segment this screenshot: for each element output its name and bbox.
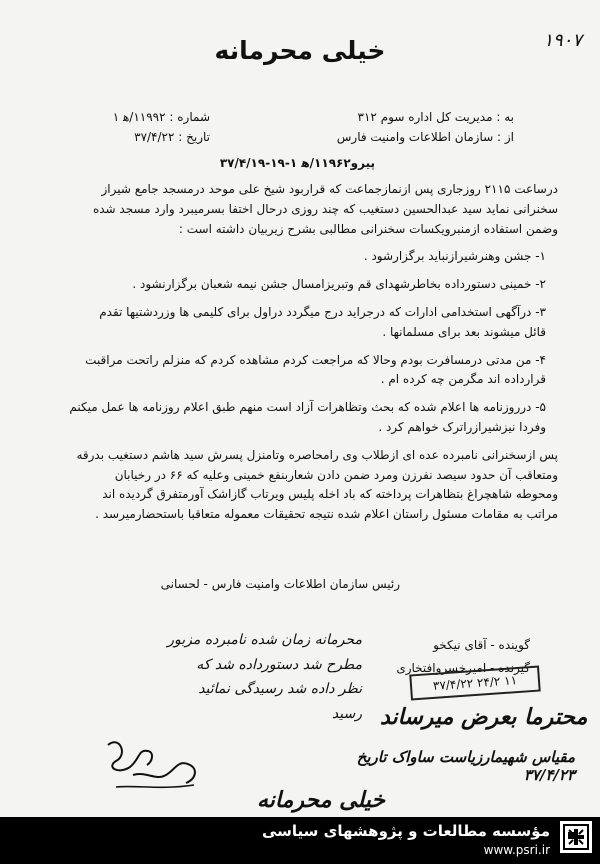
main-report xyxy=(38,180,558,533)
handwritten-note-line: محرمانه زمان شده نامبرده مزبور xyxy=(167,632,362,648)
report-item: ۱- جشن وهنرشیرازنباید برگزارشود . xyxy=(363,249,546,264)
reference-line: پیرو۱۱۹۶۲/ه‍ ۱-۱۹-۳۷/۴/۱۹ xyxy=(219,156,375,170)
document-title: خیلی محرمانه xyxy=(214,36,386,65)
report-item-line: قائل میشوند بعد برای مسلمانها . xyxy=(382,324,546,339)
top-right-handwritten-number xyxy=(487,30,582,64)
from-value: سازمان اطلاعات وامنیت فارس xyxy=(336,130,494,144)
top-right-number-text: ۱۹۰۷ xyxy=(543,30,582,51)
number-line xyxy=(113,110,210,124)
conclusion-line: مراتب به مقامات مسئول راستان اعلام شده نتیجه تحقیقات معموله متعاقبا باستحضارمیرسد . xyxy=(95,507,558,522)
to-value: مدیریت کل اداره سوم ۳۱۲ xyxy=(357,110,493,124)
receiver-line: گیرنده - امیرخسروافتخاری xyxy=(396,660,530,675)
number-value: ۱۱۹۹۲/ه‍ ۱ xyxy=(112,110,166,124)
speaker-line: گوینده - آقای نیکخو xyxy=(433,638,530,652)
bottom-classification: خیلی محرمانه xyxy=(256,787,385,813)
report-item-line: ۵- درروزنامه ها اعلام شده که بحث وتظاهرات آزاد است منهم طبق اعلام روزنامه ها عمل میکنم xyxy=(69,400,546,415)
signature-scribble-icon xyxy=(98,727,218,797)
report-item-line: ۴- من مدتی درمسافرت بودم وحالا که مراجعت کردم مشاهده کردم که منزلم راتحت مراقبت xyxy=(85,352,546,367)
intro-line: سخنرانی نماید سید عبدالحسین دستغیب که چند روزی درحال اختفا بسرمیبرد وارد مسجد شده xyxy=(92,201,558,216)
from-label: از : xyxy=(497,130,514,144)
intro-line: درساعت ۲۱۱۵ روزجاری پس ازنمازجماعت که قراربود شیخ علی موحد درمسجد جامع شیراز xyxy=(101,182,558,196)
date-stamp: ۳۷/۴/۲۲ ۲۴/۲ ۱۱ xyxy=(409,665,540,700)
intro-paragraph xyxy=(38,180,558,239)
report-item xyxy=(38,398,546,438)
report-item: ۲- خمینی دستورداده بخاطرشهدای قم وتبریزامسال جشن نیمه شعبان برگزارنشود . xyxy=(132,277,546,292)
handwritten-bottom-note: مقیاس شهیمارزیاست ساواک تاریخ ۳۷/۴/۲۳ xyxy=(356,748,575,784)
date-line xyxy=(134,130,210,144)
conclusion-paragraph xyxy=(38,446,558,525)
report-item-line: قرارداده اند مگرمن چه کرده ام . xyxy=(380,372,546,387)
intro-line: وضمن استفاده ازمنبرویکسات سخنرانی مطالبی بشرح زیربیان داشته است : xyxy=(178,221,558,236)
handwritten-signature xyxy=(98,727,218,797)
handwritten-note-line: مطرح شد دستورداده شد که xyxy=(196,656,362,673)
signature-line: رئیس سازمان اطلاعات وامنیت فارس - لحسانی xyxy=(160,577,400,591)
conclusion-line: ومتعاقب آن حدود سیصد نفرزن ومرد ضمن دادن شعاربنفع خمینی وعلیه که ۶۶ در رخیابان xyxy=(114,467,558,482)
number-label: شماره : xyxy=(169,110,210,124)
institute-url: www.psri.ir xyxy=(483,843,550,857)
report-item xyxy=(38,303,546,343)
psri-logo-icon xyxy=(560,821,592,853)
report-item-line: وفردا نیزشیرازراترک خواهم کرد . xyxy=(378,419,546,434)
conclusion-line: پس ازسخنرانی نامبرده عده ای ازطلاب وی رامحاصره وتامنزل پسرش سید هاشم دستغیب بدرقه xyxy=(76,447,558,462)
handwritten-note-line: نظر داده شد رسیدگی نمائید xyxy=(198,681,362,697)
date-value: ۳۷/۴/۲۲ xyxy=(134,130,175,144)
institute-name: مؤسسه مطالعات و پژوهشهای سیاسی xyxy=(261,822,550,840)
psri-logo-shape-icon xyxy=(563,824,589,850)
date-label: تاریخ : xyxy=(178,130,210,144)
to-line xyxy=(358,110,514,124)
report-item xyxy=(38,351,546,391)
handwritten-notes xyxy=(122,628,362,726)
report-item-line: ۳- درآگهی استخدامی ادارات که درجراید درج میگردد دراول برای کلیمی ها وزردشتیها تقدم xyxy=(99,304,546,319)
conclusion-line: ومحوطه شاهچراغ بتظاهرات پرداخته که باد اخله پلیس ویرتاب گازاشک آورمتفرق گردیده اند xyxy=(102,487,558,502)
from-line xyxy=(337,130,514,144)
to-label: به : xyxy=(496,110,514,124)
handwritten-submission-note: محترما بعرض میرساند xyxy=(380,704,588,730)
handwritten-note-tail: رسید xyxy=(331,705,362,722)
